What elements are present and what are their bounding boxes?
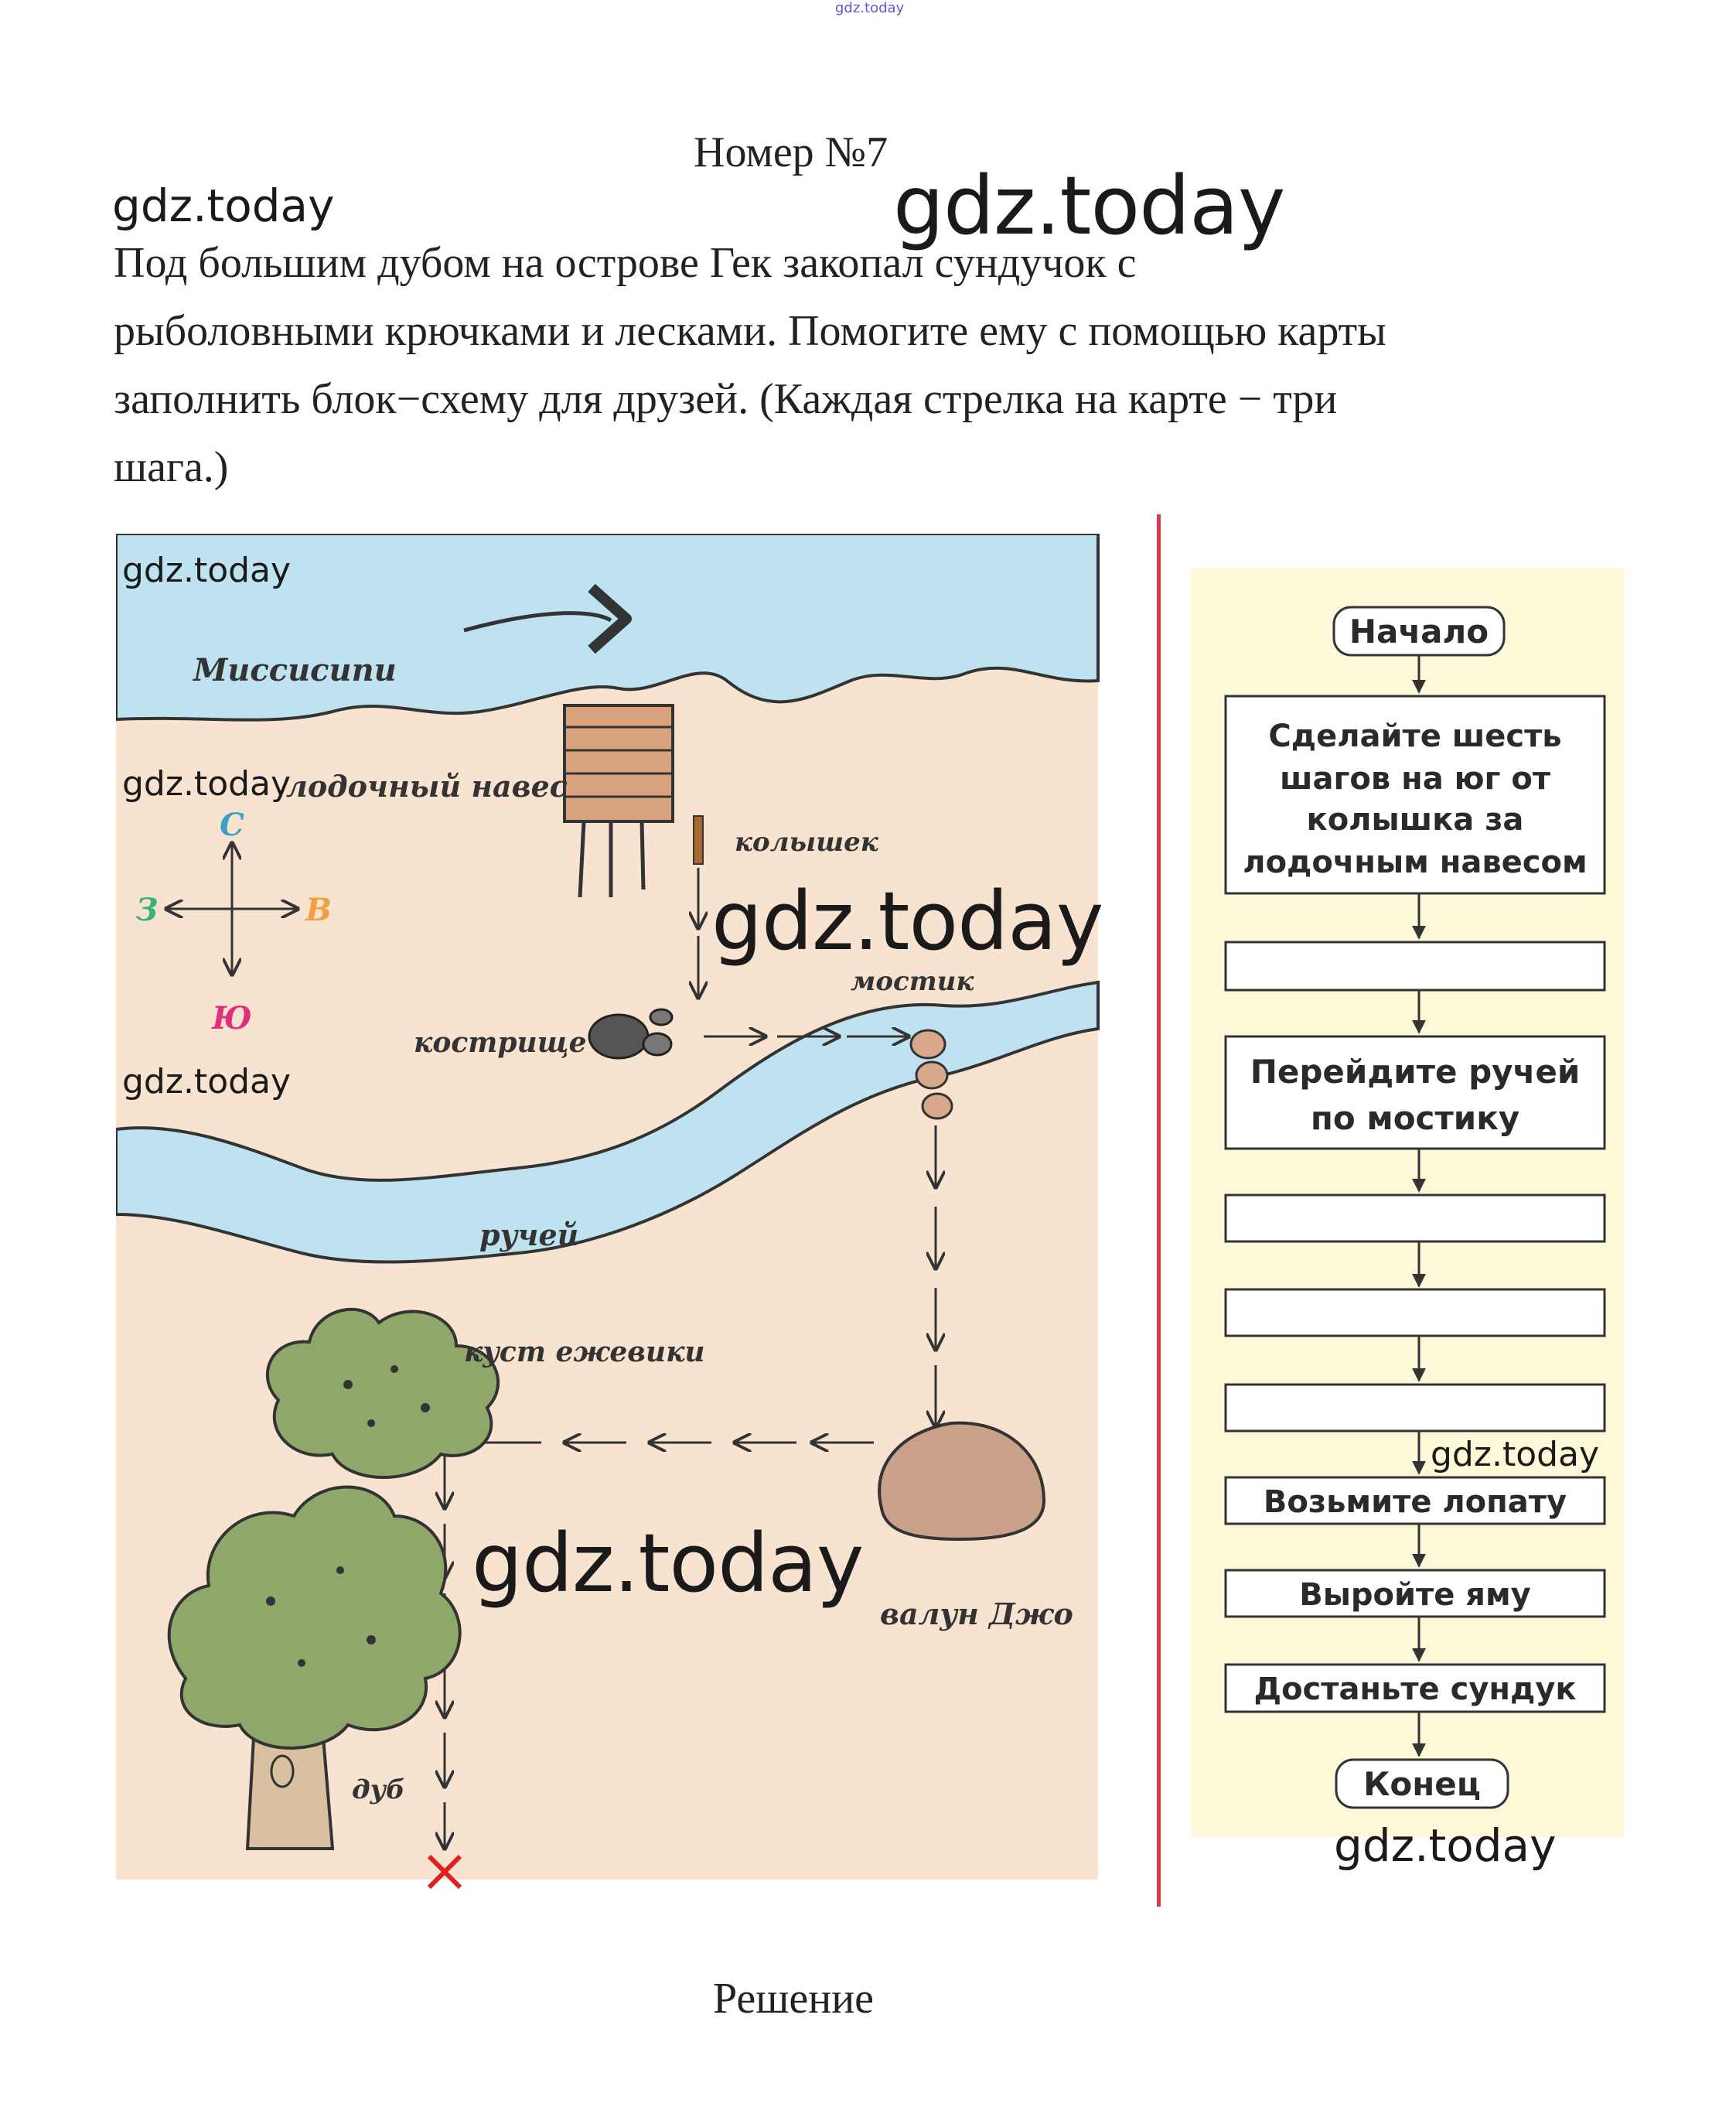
step8-text: Выройте яму [1299, 1577, 1531, 1613]
top-watermark: gdz.today [835, 0, 905, 16]
end-label: Конец [1363, 1765, 1481, 1803]
label-campfire: кострище [414, 1026, 587, 1059]
step1-line: шагов на юг от [1279, 761, 1551, 797]
solution-heading: Решение [713, 1975, 875, 2023]
compass-north: С [220, 807, 244, 843]
label-boathouse: лодочный навес [286, 769, 568, 804]
watermark: gdz.today [1431, 1435, 1600, 1474]
task-line: заполнить блок−схему для друзей. (Каждая стрелка на карте − три [114, 375, 1338, 423]
stake [694, 816, 703, 864]
task-text [114, 229, 1386, 501]
treasure-map [116, 534, 1121, 1895]
flowchart-empty-step [1226, 1195, 1605, 1241]
page-title: Номер №7 [694, 128, 888, 176]
start-label: Начало [1349, 613, 1489, 651]
watermark: gdz.today [472, 1516, 864, 1610]
label-mississippi: Миссисипи [193, 652, 397, 688]
step3-line: Перейдите ручей [1250, 1053, 1581, 1091]
step7-text: Возьмите лопату [1263, 1484, 1567, 1520]
compass-south: Ю [212, 1000, 252, 1036]
label-bush: куст ежевики [464, 1336, 705, 1368]
watermark: gdz.today [122, 1062, 292, 1101]
compass-east: В [305, 892, 332, 928]
step3-line: по мостику [1310, 1099, 1520, 1137]
step1-line: Сделайте шесть [1268, 719, 1562, 754]
compass-west: З [135, 892, 159, 928]
watermark: gdz.today [711, 874, 1103, 968]
watermark: gdz.today [122, 764, 292, 804]
label-oak: дуб [352, 1774, 405, 1805]
task-line: рыболовными крючками и лесками. Помогите ему с помощью карты [114, 307, 1386, 355]
watermark: gdz.today [893, 159, 1285, 253]
step9-text: Достаньте сундук [1253, 1672, 1577, 1707]
task-line: шага.) [114, 443, 229, 491]
flowchart-empty-step [1226, 942, 1605, 990]
watermark: gdz.today [122, 551, 292, 590]
label-stake: колышек [735, 827, 878, 858]
step1-line: колышка за [1306, 802, 1524, 838]
divider-line [1157, 514, 1161, 1907]
watermark: gdz.today [1334, 1819, 1557, 1872]
flowchart-empty-step [1226, 1385, 1605, 1431]
flowchart-empty-step [1226, 1289, 1605, 1336]
task-line: Под большим дубом на острове Гек закопал сундучок с [114, 239, 1137, 287]
label-bridge: мостик [851, 966, 974, 997]
watermark: gdz.today [112, 179, 335, 232]
label-creek: ручей [479, 1217, 579, 1252]
flowchart [1191, 569, 1624, 1853]
label-boulder: валун Джо [880, 1596, 1073, 1631]
step1-line: лодочным навесом [1243, 845, 1588, 880]
